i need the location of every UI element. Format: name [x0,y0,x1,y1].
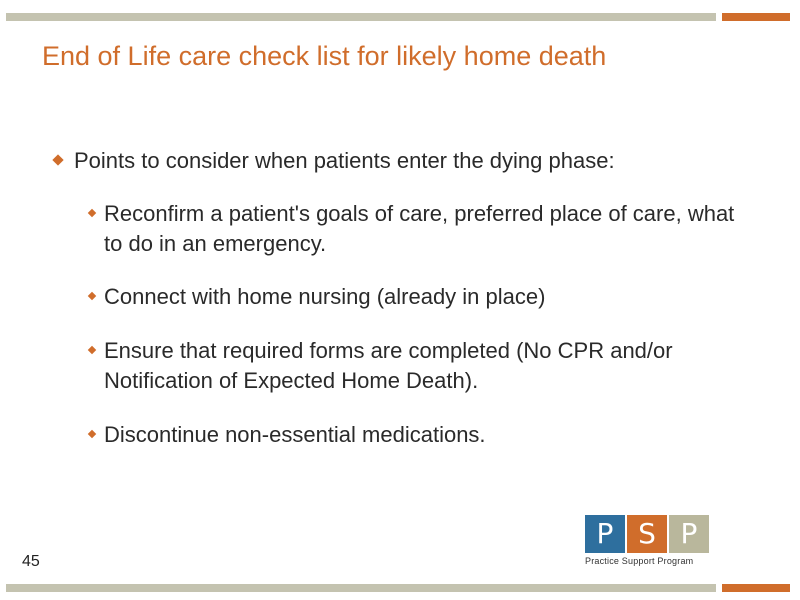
sub-bullet-item [88,336,748,396]
sub-bullet-item [88,420,748,450]
diamond-bullet-icon [88,430,96,438]
logo-letter-box: P [585,515,625,553]
sub-bullet-item [88,282,748,312]
top-border-bar [6,13,716,21]
slide-title: End of Life care check list for likely home death [42,41,607,71]
logo-tagline: Practice Support Program [585,556,694,566]
diamond-bullet-icon [88,292,96,300]
logo-letter-box: S [627,515,667,553]
psp-logo [585,515,711,573]
main-bullet-text: Points to consider when patients enter the dying phase: [74,148,615,173]
logo-letter-box: P [669,515,709,553]
sub-bullet-text: Discontinue non-essential medications. [104,422,486,447]
slide-number: 45 [22,553,40,570]
top-accent-bar [722,13,790,21]
sub-bullet-text: Ensure that required forms are completed (No CPR and/or Notification of Expected Home Death). [104,338,673,393]
sub-bullet-item [88,199,748,259]
bottom-accent-bar [722,584,790,592]
bottom-border-bar [6,584,716,592]
diamond-bullet-icon [52,154,63,165]
sub-bullet-text: Reconfirm a patient's goals of care, preferred place of care, what to do in an emergency. [104,201,735,256]
diamond-bullet-icon [88,346,96,354]
sub-bullet-text: Connect with home nursing (already in place) [104,284,546,309]
logo-letter-boxes [585,515,711,553]
diamond-bullet-icon [88,209,96,217]
